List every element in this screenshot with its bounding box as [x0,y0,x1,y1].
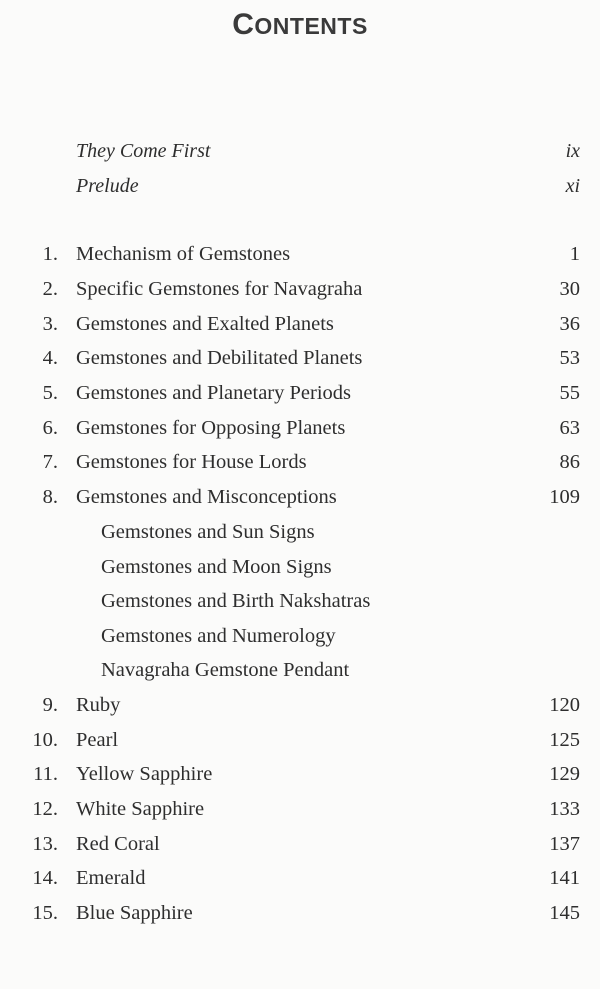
toc-entry[interactable] [0,382,580,412]
chapter-number: 4. [42,347,58,369]
chapter-title: Emerald [76,867,146,889]
front-matter-entry[interactable] [76,175,580,198]
page-number: 125 [549,729,580,751]
front-matter-page: xi [565,175,580,197]
chapter-number: 1. [42,243,58,265]
chapter-number: 3. [42,313,58,335]
chapter-title: Pearl [76,729,119,751]
page-number: 129 [549,763,580,785]
toc-entry[interactable] [0,729,580,759]
chapter-title: Mechanism of Gemstones [76,243,291,265]
chapter-title: Ruby [76,694,121,716]
page-number: 120 [549,694,580,716]
page-number: 36 [559,313,580,335]
front-matter-title: They Come First [76,140,211,162]
page-number: 86 [559,451,580,473]
chapter-title: White Sapphire [76,798,205,820]
chapter-number: 11. [33,763,58,785]
chapter-title: Specific Gemstones for Navagraha [76,278,363,300]
chapter-title: Gemstones for Opposing Planets [76,417,346,439]
chapter-title: Gemstones and Misconceptions [76,486,337,508]
subsection-title[interactable]: Navagraha Gemstone Pendant [101,659,350,681]
page-number: 63 [559,417,580,439]
chapter-number: 12. [32,798,58,820]
chapter-number: 2. [42,278,58,300]
toc-entry[interactable] [0,486,580,516]
chapter-number: 7. [42,451,58,473]
page-number: 109 [549,486,580,508]
chapter-title: Gemstones and Exalted Planets [76,313,334,335]
page-number: 145 [549,902,580,924]
title-rest: ONTENTS [254,13,368,39]
page-number: 30 [559,278,580,300]
toc-entry[interactable] [0,243,580,273]
toc-entry[interactable] [0,694,580,724]
toc-entry[interactable] [0,798,580,828]
chapter-title: Blue Sapphire [76,902,193,924]
page-number: 137 [549,833,580,855]
subsection-title[interactable]: Gemstones and Sun Signs [101,521,315,543]
toc-entry[interactable] [0,833,580,863]
chapter-number: 8. [42,486,58,508]
page-number: 1 [569,243,580,265]
toc-entry[interactable] [0,451,580,481]
chapter-title: Red Coral [76,833,160,855]
toc-entry[interactable] [0,313,580,343]
toc-entry[interactable] [0,347,580,377]
subsection-title[interactable]: Gemstones and Moon Signs [101,556,332,578]
toc-entry[interactable] [0,278,580,308]
chapter-title: Gemstones for House Lords [76,451,307,473]
chapter-number: 6. [42,417,58,439]
toc-entry[interactable] [0,417,580,447]
page-number: 53 [559,347,580,369]
title-initial: C [232,8,255,41]
front-matter-page: ix [565,140,580,162]
front-matter-title: Prelude [76,175,139,197]
subsection-title[interactable]: Gemstones and Numerology [101,625,336,647]
page-title [0,8,600,42]
subsection-title[interactable]: Gemstones and Birth Nakshatras [101,590,371,612]
toc-entry[interactable] [0,867,580,897]
page-number: 55 [559,382,580,404]
chapter-number: 9. [42,694,58,716]
front-matter-entry[interactable] [76,140,580,163]
chapter-number: 14. [32,867,58,889]
chapter-title: Gemstones and Planetary Periods [76,382,351,404]
page-number: 133 [549,798,580,820]
chapter-number: 15. [32,902,58,924]
chapter-number: 5. [42,382,58,404]
chapter-title: Yellow Sapphire [76,763,213,785]
page-number: 141 [549,867,580,889]
chapter-title: Gemstones and Debilitated Planets [76,347,363,369]
chapter-number: 10. [32,729,58,751]
toc-entry[interactable] [0,902,580,932]
toc-entry[interactable] [0,763,580,793]
chapter-number: 13. [32,833,58,855]
